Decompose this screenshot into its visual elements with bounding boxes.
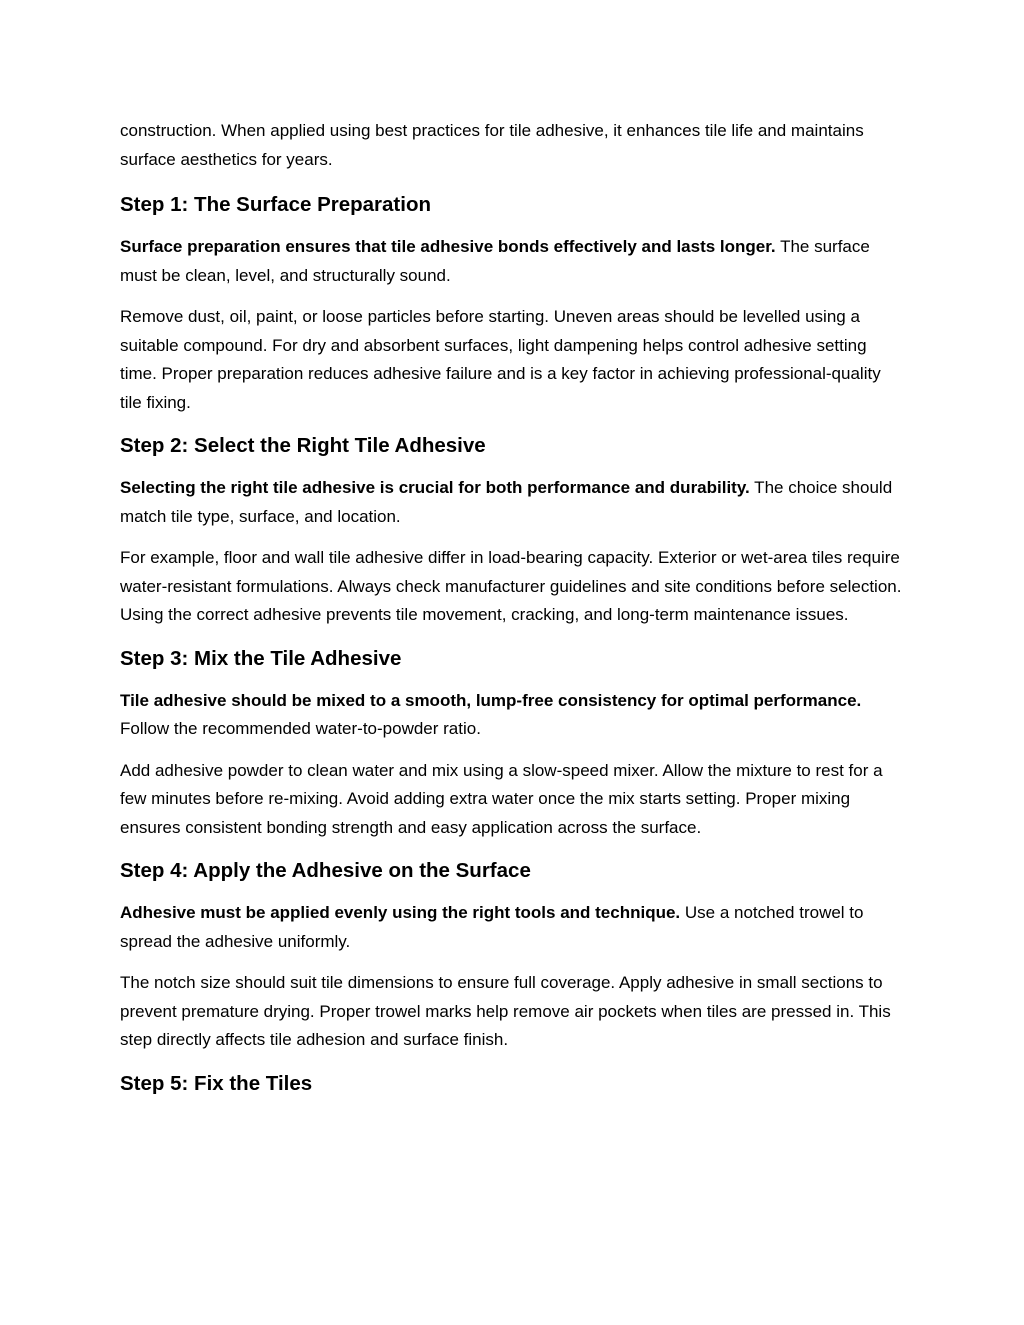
document-page: [120, 117, 906, 1112]
step-1-heading: Step 1: The Surface Preparation: [120, 193, 432, 216]
step-3-lead-bold: Tile adhesive should be mixed to a smooth, lump-free consistency for optimal performance.: [120, 690, 862, 710]
step-4-lead-bold: Adhesive must be applied evenly using the right tools and technique.: [120, 903, 681, 922]
step-3-heading: Step 3: Mix the Tile Adhesive: [120, 646, 402, 670]
step-2-body-paragraph: For example, floor and wall tile adhesive differ in load-bearing capacity. Exterior or wet-area tiles require water-resistant formulations. Always check manufacturer guidelines and site conditions before selection. Using the correct adhesive prevents tile movement, cracking, and long-term maintenance issues.: [120, 548, 902, 624]
step-2-heading: Step 2: Select the Right Tile Adhesive: [120, 434, 486, 457]
intro-paragraph: construction. When applied using best practices for tile adhesive, it enhances tile life and maintains surface aesthetics for years.: [120, 121, 864, 169]
step-1-lead-text: The surface must be clean, level, and structurally sound.: [120, 237, 870, 285]
step-4-body-paragraph: The notch size should suit tile dimensions to ensure full coverage. Apply adhesive in small sections to prevent premature drying. Proper trowel marks help remove air pockets when tiles are pressed in. This step directly affects tile adhesion and surface finish.: [120, 973, 891, 1049]
step-2-lead-paragraph: [120, 474, 906, 531]
step-1-lead-bold: Surface preparation ensures that tile adhesive bonds effectively and lasts longer.: [120, 237, 776, 256]
step-3-lead-text: Follow the recommended water-to-powder ratio.: [120, 719, 481, 738]
step-4-lead-text: Use a notched trowel to spread the adhesive uniformly.: [120, 903, 864, 951]
step-4-heading: Step 4: Apply the Adhesive on the Surface: [120, 859, 531, 882]
step-1-lead-paragraph: [120, 233, 906, 290]
step-2-lead-text: The choice should match tile type, surface, and location.: [120, 478, 893, 526]
step-3-body-paragraph: Add adhesive powder to clean water and mix using a slow-speed mixer. Allow the mixture to rest for a few minutes before re-mixing. Avoid adding extra water once the mix starts setting. Proper mixing ensures consistent bonding strength and easy application across the surface.: [120, 760, 883, 837]
step-5-heading: Step 5: Fix the Tiles: [120, 1071, 313, 1095]
step-2-lead-bold: Selecting the right tile adhesive is crucial for both performance and durability.: [120, 478, 750, 497]
step-4-lead-paragraph: [120, 899, 906, 956]
step-3-lead-paragraph: [120, 687, 906, 744]
step-1-body-paragraph: Remove dust, oil, paint, or loose particles before starting. Uneven areas should be levelled using a suitable compound. For dry and absorbent surfaces, light dampening helps control adhesive setting time. Proper preparation reduces adhesive failure and is a key factor in achieving professional-quality tile fixing.: [120, 307, 881, 412]
